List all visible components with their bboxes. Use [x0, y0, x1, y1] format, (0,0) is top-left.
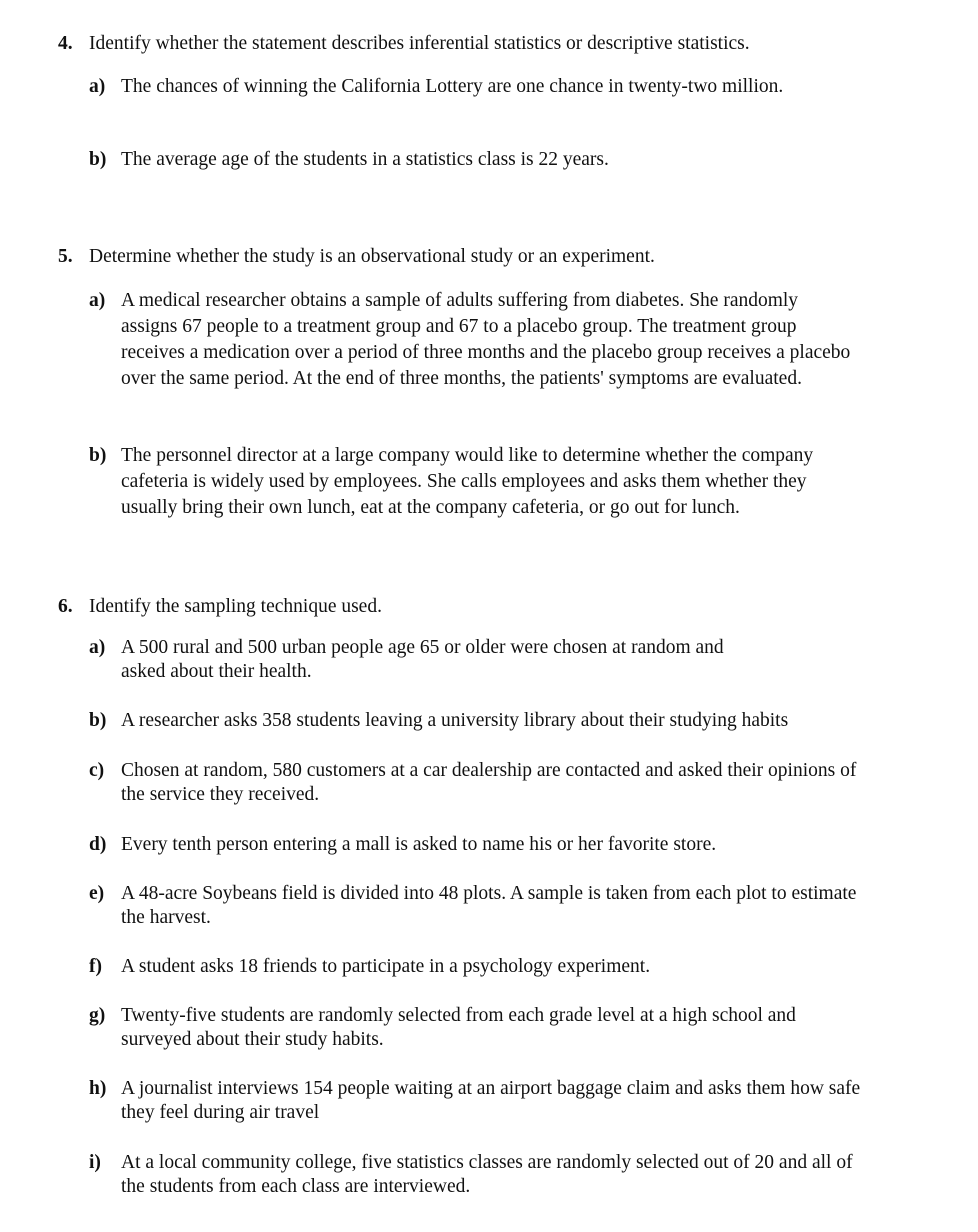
item-label: b)	[89, 445, 107, 466]
item-line: they feel during air travel	[121, 1102, 320, 1123]
question-prompt: Determine whether the study is an observational study or an experiment.	[89, 246, 655, 267]
question-prompt: Identify whether the statement describes inferential statistics or descriptive statistics.	[89, 33, 750, 54]
item-line: Every tenth person entering a mall is asked to name his or her favorite store.	[121, 834, 717, 855]
item-line: surveyed about their study habits.	[121, 1029, 384, 1050]
item-line: the service they received.	[121, 784, 320, 805]
item-line: over the same period. At the end of three months, the patients' symptoms are evaluated.	[121, 368, 802, 389]
question-6-item-e	[89, 882, 939, 930]
question-prompt: Identify the sampling technique used.	[89, 596, 382, 617]
item-label: e)	[89, 883, 105, 904]
item-line: usually bring their own lunch, eat at the company cafeteria, or go out for lunch.	[121, 497, 740, 518]
item-label: c)	[89, 760, 105, 781]
question-number: 5.	[58, 246, 73, 267]
item-line: A student asks 18 friends to participate in a psychology experiment.	[121, 956, 651, 977]
item-line: Twenty-five students are randomly selected from each grade level at a high school and	[121, 1005, 796, 1026]
item-label: a)	[89, 637, 106, 658]
question-6-item-b	[89, 709, 939, 733]
question-6-item-a	[89, 636, 939, 684]
item-line: cafeteria is widely used by employees. She calls employees and asks them whether they	[121, 471, 807, 492]
item-line: Chosen at random, 580 customers at a car dealership are contacted and asked their opinions of	[121, 760, 857, 781]
item-line: receives a medication over a period of three months and the placebo group receives a placebo	[121, 342, 851, 363]
question-4-item-b	[89, 148, 939, 172]
item-line: At a local community college, five statistics classes are randomly selected out of 20 and all of	[121, 1152, 853, 1173]
question-5	[58, 245, 655, 269]
item-line: A researcher asks 358 students leaving a university library about their studying habits	[121, 710, 789, 731]
item-label: b)	[89, 149, 107, 170]
item-line: the harvest.	[121, 907, 211, 928]
item-line: A 48-acre Soybeans field is divided into 48 plots. A sample is taken from each plot to estimate	[121, 883, 857, 904]
question-number: 6.	[58, 596, 73, 617]
question-6-item-g	[89, 1004, 939, 1052]
item-line: assigns 67 people to a treatment group and 67 to a placebo group. The treatment group	[121, 316, 797, 337]
item-label: a)	[89, 76, 106, 97]
question-4-item-a	[89, 75, 939, 99]
question-6-item-f	[89, 955, 939, 979]
item-line: The chances of winning the California Lottery are one chance in twenty-two million.	[121, 76, 784, 97]
question-6-item-c	[89, 759, 939, 807]
item-line: The average age of the students in a statistics class is 22 years.	[121, 149, 609, 170]
question-5-item-b	[89, 443, 939, 521]
item-line: A medical researcher obtains a sample of adults suffering from diabetes. She randomly	[121, 290, 799, 311]
question-6-item-d	[89, 833, 939, 857]
item-line: A 500 rural and 500 urban people age 65 or older were chosen at random and	[121, 637, 724, 658]
question-6-item-h	[89, 1077, 939, 1125]
item-label: i)	[89, 1152, 101, 1173]
item-line: A journalist interviews 154 people waiting at an airport baggage claim and asks them how safe	[121, 1078, 861, 1099]
item-label: h)	[89, 1078, 107, 1099]
question-4	[58, 32, 750, 56]
item-label: b)	[89, 710, 107, 731]
item-label: d)	[89, 834, 107, 855]
question-5-item-a	[89, 288, 939, 392]
item-label: f)	[89, 956, 102, 977]
item-label: a)	[89, 290, 106, 311]
item-line: asked about their health.	[121, 661, 312, 682]
item-line: The personnel director at a large company would like to determine whether the company	[121, 445, 814, 466]
item-label: g)	[89, 1005, 106, 1026]
item-line: the students from each class are interviewed.	[121, 1176, 471, 1197]
question-6-item-i	[89, 1151, 939, 1199]
question-number: 4.	[58, 33, 73, 54]
question-6	[58, 595, 382, 619]
